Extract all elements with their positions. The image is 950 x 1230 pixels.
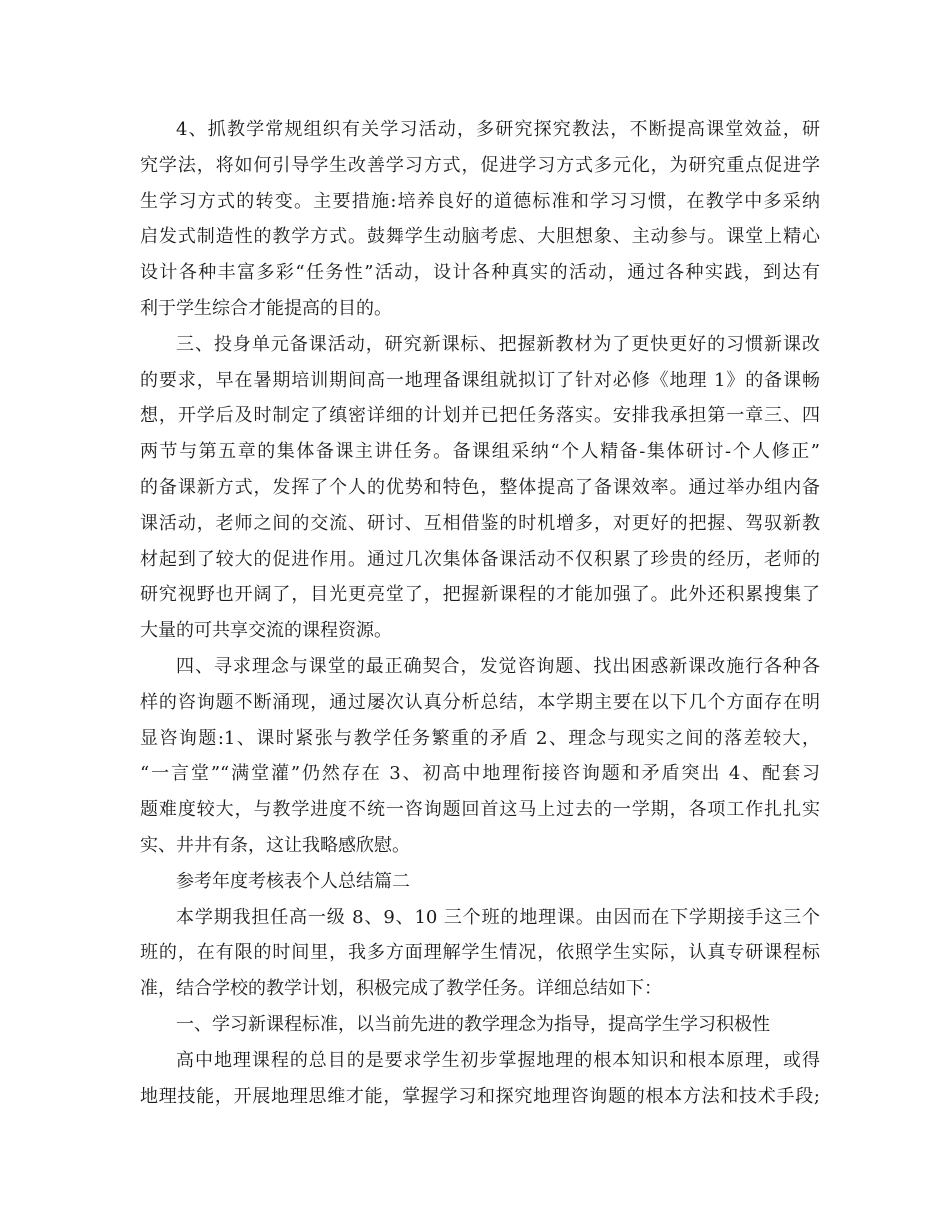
text-line: 本学期我担任高一级 8、9、10 三个班的地理课。由因而在下学期接手这三个 [176, 906, 820, 928]
text-line: 三、投身单元备课活动，研究新课标、把握新教材为了更快更好的习惯新课改 [176, 333, 820, 355]
text-line: 班的，在有限的时间里，我多方面理解学生情况，依照学生实际，认真专研课程标 [140, 942, 820, 964]
text-line: 利于学生综合才能提高的目的。 [140, 297, 392, 319]
text-line: “一言堂”“满堂灌”仍然存在 3、初高中地理衔接咨询题和矛盾突出 4、配套习 [140, 763, 820, 785]
text-line: 准，结合学校的教学计划，积极完成了教学任务。详细总结如下： [140, 978, 662, 1000]
text-line: 两节与第五章的集体备课主讲任务。备课组采纳“个人精备-集体研讨-个人修正” [140, 441, 820, 463]
text-line: 参考年度考核表个人总结篇二 [176, 870, 410, 892]
text-line: 生学习方式的转变。主要措施:培养良好的道德标准和学习习惯，在教学中多采纳 [140, 190, 820, 212]
text-line: 的要求，早在暑期培训期间高一地理备课组就拟订了针对必修《地理 1》的备课畅 [140, 369, 820, 391]
text-line: 材起到了较大的促进作用。通过几次集体备课活动不仅积累了珍贵的经历，老师的 [140, 548, 820, 570]
text-line: 研究视野也开阔了，目光更亮堂了，把握新课程的才能加强了。此外还积累搜集了 [140, 584, 820, 606]
text-line: 实、井井有条，这让我略感欣慰。 [140, 834, 410, 856]
text-line: 想，开学后及时制定了缜密详细的计划并已把任务落实。安排我承担第一章三、四 [140, 405, 820, 427]
text-line: 题难度较大，与教学进度不统一咨询题回首这马上过去的一学期，各项工作扎扎实 [140, 799, 820, 821]
text-line: 4、抓教学常规组织有关学习活动，多研究探究教法，不断提高课堂效益，研 [176, 119, 820, 140]
text-line: 一、学习新课程标准，以当前先进的教学理念为指导，提高学生学习积极性 [176, 1013, 770, 1035]
text-line: 大量的可共享交流的课程资源。 [140, 620, 392, 642]
text-line: 启发式制造性的教学方式。鼓舞学生动脑考虑、大胆想象、主动参与。课堂上精心 [140, 226, 820, 248]
text-line: 地理技能，开展地理思维才能，掌握学习和探究地理咨询题的根本方法和技术手段; [140, 1085, 820, 1107]
text-line: 的备课新方式，发挥了个人的优势和特色，整体提高了备课效率。通过举办组内备 [140, 476, 820, 498]
document-body [140, 112, 820, 1114]
text-line: 样的咨询题不断涌现，通过屡次认真分析总结，本学期主要在以下几个方面存在明 [140, 691, 820, 713]
text-line: 四、寻求理念与课堂的最正确契合，发觉咨询题、找出困惑新课改施行各种各 [176, 655, 820, 677]
text-line: 究学法，将如何引导学生改善学习方式，促进学习方式多元化，为研究重点促进学 [140, 154, 820, 176]
text-line: 高中地理课程的总目的是要求学生初步掌握地理的根本知识和根本原理，或得 [176, 1049, 820, 1071]
text-line: 设计各种丰富多彩“任务性”活动，设计各种真实的活动，通过各种实践，到达有 [140, 262, 820, 284]
text-line: 课活动，老师之间的交流、研讨、互相借鉴的时机增多，对更好的把握、驾驭新教 [140, 512, 820, 534]
text-line: 显咨询题:1、课时紧张与教学任务繁重的矛盾 2、理念与现实之间的落差较大， [140, 727, 820, 749]
